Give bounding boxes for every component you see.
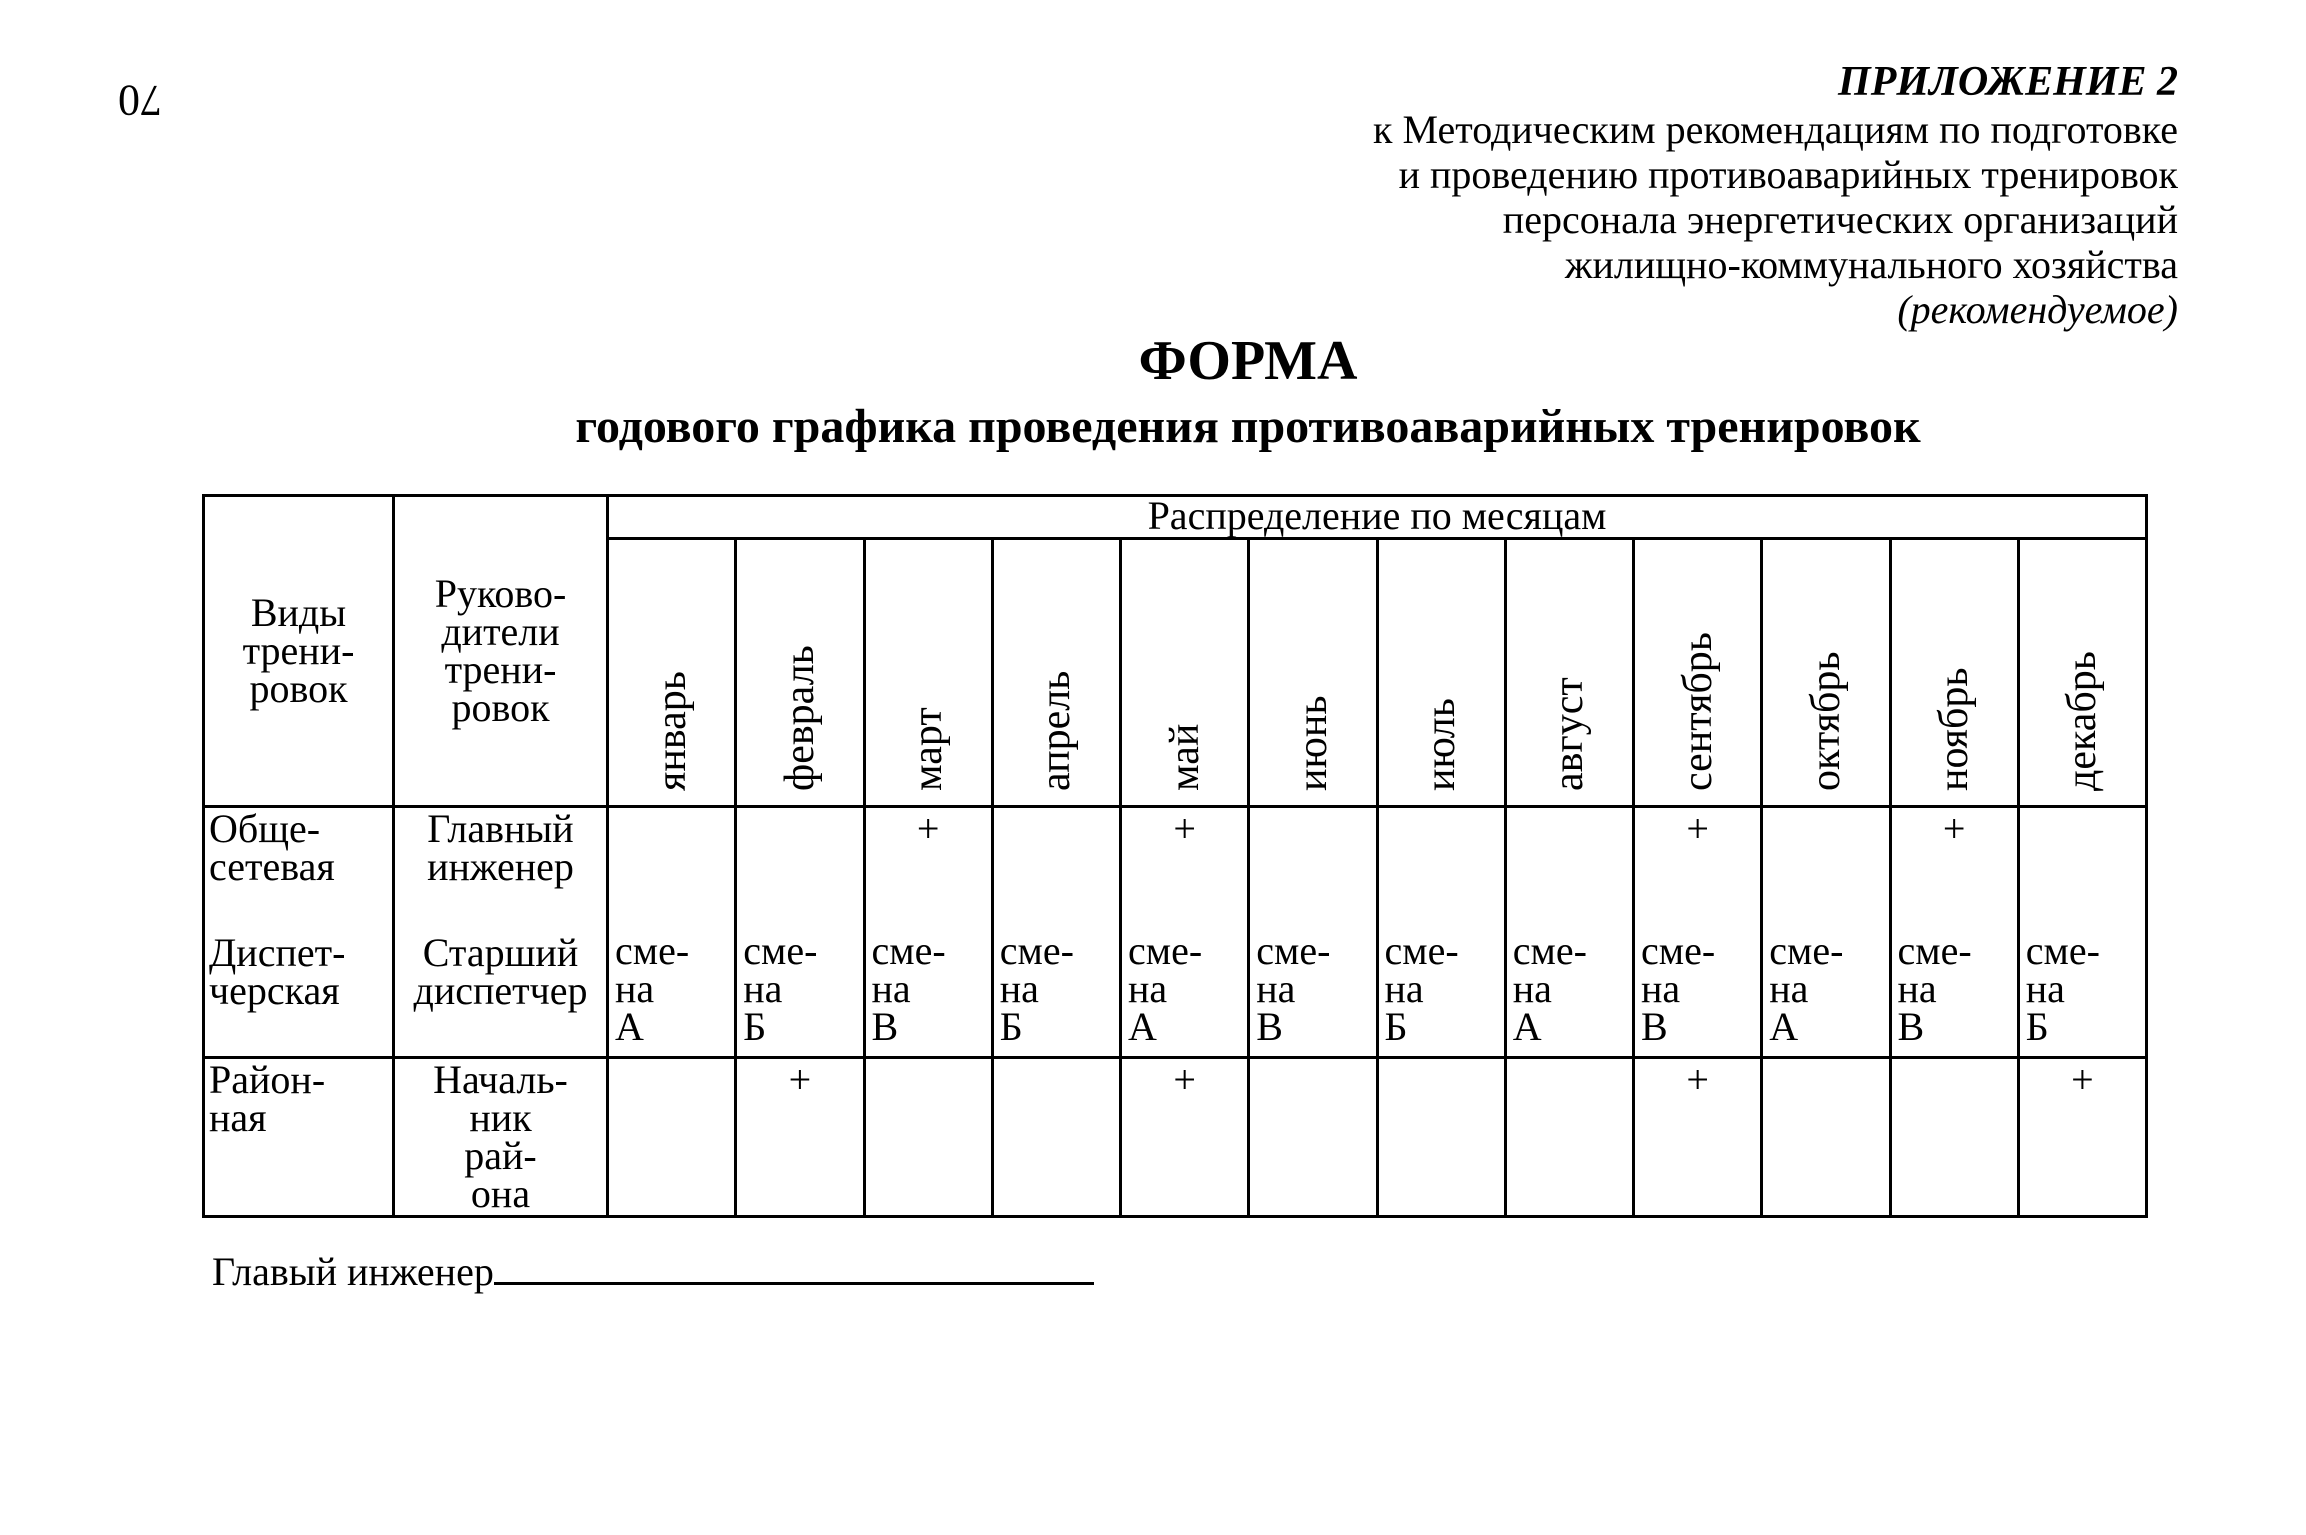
plus-mark: + xyxy=(788,1057,812,1102)
shift-cell: сме- на Б xyxy=(1377,932,1505,1058)
table-row xyxy=(204,807,2147,933)
shift-cell: сме- на Б xyxy=(736,932,864,1058)
row-training-type: Обще- сетевая xyxy=(204,807,394,933)
plus-mark: + xyxy=(1173,1057,1196,1102)
header-training-lead-label: Руково- дители трени- ровок xyxy=(434,571,567,730)
shift-cell: сме- на В xyxy=(864,932,992,1058)
empty-cell xyxy=(608,1058,736,1217)
plus-mark-cell xyxy=(864,807,992,933)
plus-mark-cell xyxy=(736,1058,864,1217)
empty-cell xyxy=(992,807,1120,933)
plus-mark: + xyxy=(1686,806,1709,851)
plus-mark-cell xyxy=(1634,807,1762,933)
shift-cell: сме- на А xyxy=(608,932,736,1058)
header-row xyxy=(204,496,2147,539)
form-subtitle: годового графика проведения противоаварийных тренировок xyxy=(575,400,1921,453)
plus-mark: + xyxy=(1686,1057,1709,1102)
page-number: 70 xyxy=(118,76,162,125)
plus-mark: + xyxy=(1173,806,1196,851)
empty-cell xyxy=(1505,807,1633,933)
shift-cell: сме- на А xyxy=(1762,932,1890,1058)
empty-cell xyxy=(2018,807,2146,933)
month-label: август xyxy=(1546,677,1593,791)
plus-mark-cell xyxy=(2018,1058,2146,1217)
signature-block xyxy=(212,1248,1094,1295)
appendix-line: и проведению противоаварийных тренировок xyxy=(1398,152,2178,197)
month-label: февраль xyxy=(776,645,823,791)
empty-cell xyxy=(992,1058,1120,1217)
month-header-8 xyxy=(1505,539,1633,807)
header-months: Распределение по месяцам xyxy=(608,496,2147,539)
shift-cell: сме- на А xyxy=(1505,932,1633,1058)
row-training-type: Район- ная xyxy=(204,1058,394,1217)
month-label: октябрь xyxy=(1802,651,1849,791)
appendix-line: жилищно-коммунального хозяйства xyxy=(1564,242,2178,287)
appendix-line: к Методическим рекомендациям по подготовке xyxy=(1373,107,2178,152)
row-training-type: Диспет- черская xyxy=(204,932,394,1058)
empty-cell xyxy=(1762,807,1890,933)
plus-mark-cell xyxy=(1890,807,2018,933)
table-body xyxy=(204,807,2147,1217)
month-header-1 xyxy=(608,539,736,807)
month-label: июнь xyxy=(1289,695,1336,791)
plus-mark-cell xyxy=(1121,807,1249,933)
shift-cell: сме- на А xyxy=(1121,932,1249,1058)
month-header-12 xyxy=(2018,539,2146,807)
plus-mark: + xyxy=(1942,806,1966,851)
header-training-type-label: Виды трени- ровок xyxy=(242,590,355,711)
form-heading xyxy=(0,326,2306,458)
table-row xyxy=(204,1058,2147,1217)
month-header-3 xyxy=(864,539,992,807)
month-header-4 xyxy=(992,539,1120,807)
form-title: ФОРМА xyxy=(1138,330,1358,392)
empty-cell xyxy=(864,1058,992,1217)
shift-cell: сме- на Б xyxy=(992,932,1120,1058)
empty-cell xyxy=(736,807,864,933)
empty-cell xyxy=(1249,807,1377,933)
appendix-note: (рекомендуемое) xyxy=(1897,287,2178,332)
month-label: июль xyxy=(1418,698,1465,791)
appendix-line: персонала энергетических организаций xyxy=(1502,197,2178,242)
month-label: сентябрь xyxy=(1674,632,1721,791)
shift-cell: сме- на Б xyxy=(2018,932,2146,1058)
schedule-table xyxy=(202,494,2148,1218)
month-header-11 xyxy=(1890,539,2018,807)
empty-cell xyxy=(1249,1058,1377,1217)
month-header-6 xyxy=(1249,539,1377,807)
row-training-lead: Главный инженер xyxy=(394,807,608,933)
month-label: январь xyxy=(648,671,695,791)
empty-cell xyxy=(1762,1058,1890,1217)
header-training-type xyxy=(204,496,394,807)
signature-line[interactable] xyxy=(494,1248,1094,1285)
plus-mark: + xyxy=(916,806,940,851)
plus-mark: + xyxy=(2071,1057,2094,1102)
empty-cell xyxy=(1890,1058,2018,1217)
shift-cell: сме- на В xyxy=(1634,932,1762,1058)
signature-label: Главый инженер xyxy=(212,1249,494,1294)
empty-cell xyxy=(608,807,736,933)
empty-cell xyxy=(1377,807,1505,933)
appendix-title: ПРИЛОЖЕНИЕ 2 xyxy=(1838,59,2178,105)
empty-cell xyxy=(1377,1058,1505,1217)
row-training-lead: Старший диспетчер xyxy=(394,932,608,1058)
empty-cell xyxy=(1505,1058,1633,1217)
month-label: май xyxy=(1161,723,1208,791)
month-label: ноябрь xyxy=(1931,667,1978,791)
month-label: март xyxy=(905,707,952,791)
month-header-10 xyxy=(1762,539,1890,807)
month-label: декабрь xyxy=(2059,651,2106,791)
month-header-5 xyxy=(1121,539,1249,807)
shift-cell: сме- на В xyxy=(1890,932,2018,1058)
month-header-9 xyxy=(1634,539,1762,807)
header-training-lead xyxy=(394,496,608,807)
month-header-7 xyxy=(1377,539,1505,807)
month-header-2 xyxy=(736,539,864,807)
row-training-lead: Началь- ник рай- она xyxy=(394,1058,608,1217)
plus-mark-cell xyxy=(1634,1058,1762,1217)
plus-mark-cell xyxy=(1121,1058,1249,1217)
appendix-block xyxy=(1373,60,2178,332)
month-label: апрель xyxy=(1033,670,1080,791)
table-row xyxy=(204,932,2147,1058)
shift-cell: сме- на В xyxy=(1249,932,1377,1058)
